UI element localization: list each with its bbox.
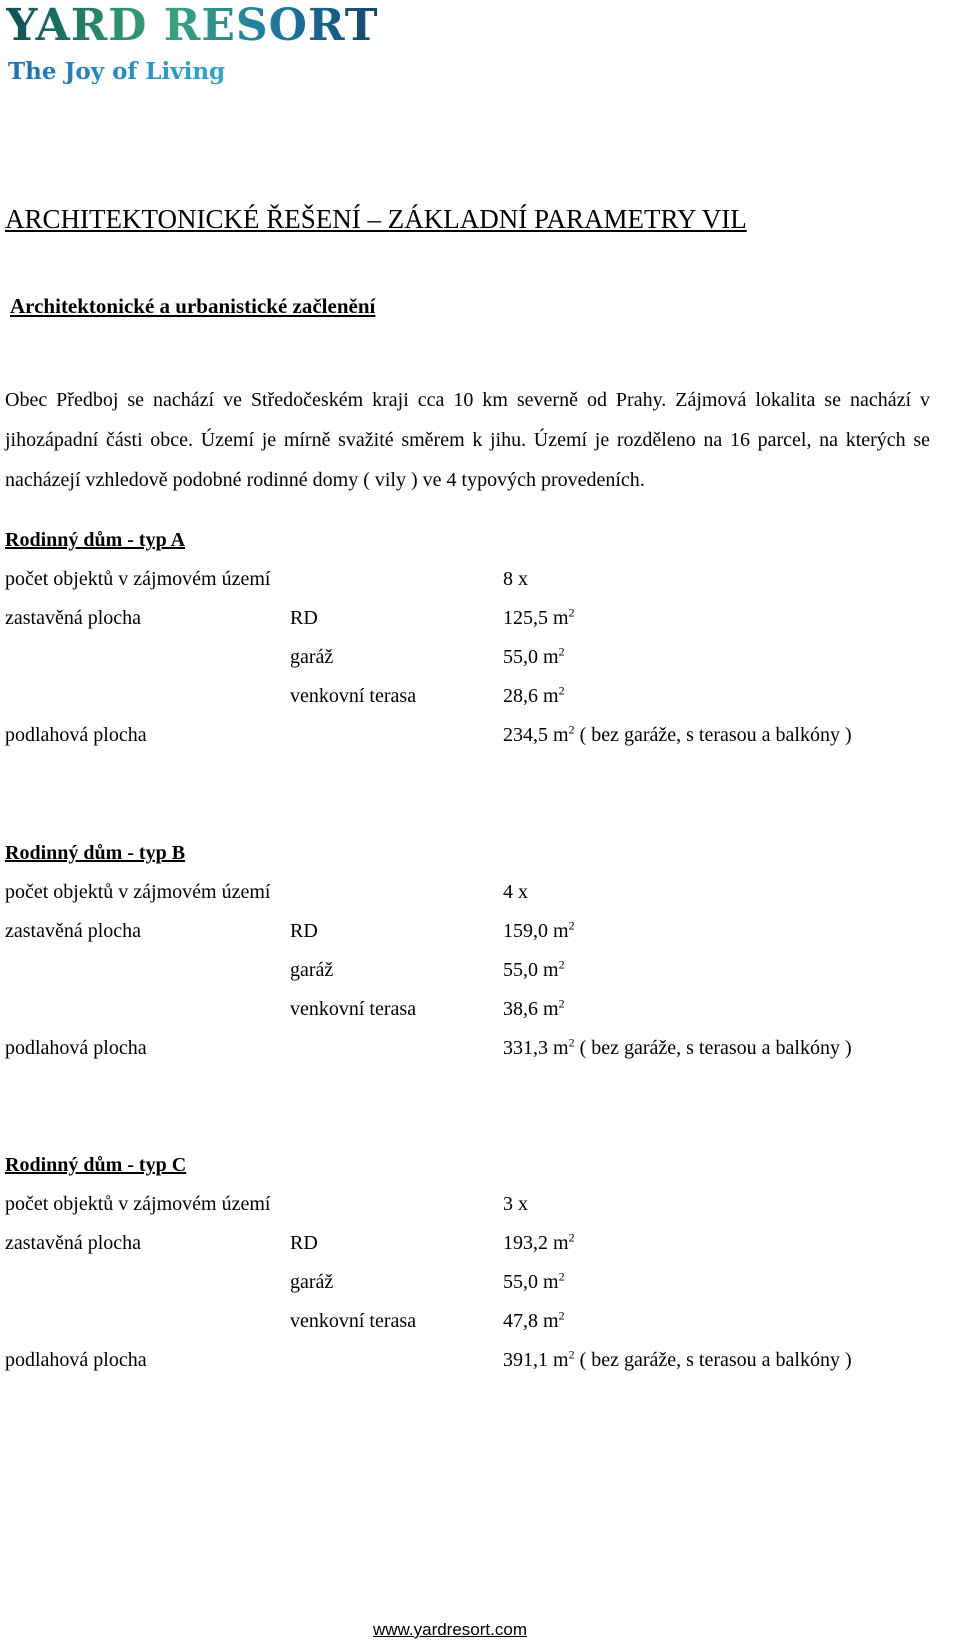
unit: m bbox=[543, 685, 559, 707]
built-area-label: zastavěná plocha bbox=[5, 920, 142, 942]
floor-value: 234,5 bbox=[503, 724, 548, 746]
terrace-value-cell bbox=[503, 684, 565, 708]
rd-value-cell bbox=[503, 606, 575, 630]
rd-value: 125,5 bbox=[503, 607, 548, 629]
floor-value: 331,3 bbox=[503, 1037, 548, 1059]
unit: m bbox=[553, 607, 569, 629]
garage-value-cell bbox=[503, 958, 565, 982]
unit: m bbox=[553, 1232, 569, 1254]
unit-superscript: 2 bbox=[568, 722, 575, 737]
logo-tagline: The Joy of Living bbox=[8, 58, 226, 85]
rd-value: 193,2 bbox=[503, 1232, 548, 1254]
floor-value-cell bbox=[503, 1348, 852, 1372]
house-section-c bbox=[5, 1153, 930, 1383]
terrace-value-cell bbox=[503, 1309, 565, 1333]
unit-superscript: 2 bbox=[558, 644, 565, 659]
unit-superscript: 2 bbox=[568, 1230, 575, 1245]
floor-area-label: podlahová plocha bbox=[5, 1349, 147, 1371]
count-label: počet objektů v zájmovém území bbox=[5, 1193, 271, 1215]
garage-label: garáž bbox=[290, 1271, 334, 1293]
terrace-value: 47,8 bbox=[503, 1310, 538, 1332]
unit: m bbox=[553, 724, 569, 746]
terrace-value-cell bbox=[503, 997, 565, 1021]
floor-value-cell bbox=[503, 723, 852, 747]
terrace-label: venkovní terasa bbox=[290, 685, 417, 707]
website-link[interactable]: www.yardresort.com bbox=[373, 1620, 527, 1639]
count-label: počet objektů v zájmovém území bbox=[5, 568, 271, 590]
footer bbox=[0, 1620, 960, 1640]
garage-label: garáž bbox=[290, 959, 334, 981]
garage-value: 55,0 bbox=[503, 1271, 538, 1293]
garage-label: garáž bbox=[290, 646, 334, 668]
unit: m bbox=[553, 1037, 569, 1059]
intro-paragraph: Obec Předboj se nachází ve Středočeském kraji cca 10 km severně od Prahy. Zájmová lokalita se nachází v jihozápadní části obce. Území je mírně svažité směrem k jihu. Území je rozděleno na 16 parcel, na kterých se nacházejí vzhledově podobné rodinné domy ( vily ) ve 4 typových provedeních. bbox=[5, 389, 930, 491]
house-title: Rodinný dům - typ C bbox=[5, 1154, 187, 1176]
floor-area-label: podlahová plocha bbox=[5, 724, 147, 746]
house-title: Rodinný dům - typ A bbox=[5, 529, 186, 551]
floor-value: 391,1 bbox=[503, 1349, 548, 1371]
unit-superscript: 2 bbox=[558, 1269, 565, 1284]
garage-value-cell bbox=[503, 645, 565, 669]
unit-superscript: 2 bbox=[568, 1035, 575, 1050]
floor-value-cell bbox=[503, 1036, 852, 1060]
rd-label: RD bbox=[290, 607, 318, 629]
terrace-label: venkovní terasa bbox=[290, 998, 417, 1020]
floor-note: ( bez garáže, s terasou a balkóny ) bbox=[574, 724, 852, 746]
garage-value: 55,0 bbox=[503, 646, 538, 668]
unit: m bbox=[553, 1349, 569, 1371]
unit: m bbox=[543, 1310, 559, 1332]
page-title: ARCHITEKTONICKÉ ŘEŠENÍ – ZÁKLADNÍ PARAMETRY VIL bbox=[5, 204, 747, 234]
count-value: 4 x bbox=[503, 881, 528, 903]
unit: m bbox=[543, 959, 559, 981]
count-label: počet objektů v zájmovém území bbox=[5, 881, 271, 903]
unit-superscript: 2 bbox=[568, 605, 575, 620]
rd-label: RD bbox=[290, 1232, 318, 1254]
unit-superscript: 2 bbox=[568, 918, 575, 933]
built-area-label: zastavěná plocha bbox=[5, 1232, 142, 1254]
rd-value: 159,0 bbox=[503, 920, 548, 942]
unit-superscript: 2 bbox=[558, 957, 565, 972]
rd-value-cell bbox=[503, 919, 575, 943]
floor-note: ( bez garáže, s terasou a balkóny ) bbox=[574, 1037, 852, 1059]
terrace-label: venkovní terasa bbox=[290, 1310, 417, 1332]
unit-superscript: 2 bbox=[568, 1347, 575, 1362]
house-section-b bbox=[5, 841, 930, 1071]
built-area-label: zastavěná plocha bbox=[5, 607, 142, 629]
unit: m bbox=[553, 920, 569, 942]
terrace-value: 38,6 bbox=[503, 998, 538, 1020]
rd-value-cell bbox=[503, 1231, 575, 1255]
house-section-a bbox=[5, 528, 930, 758]
floor-note: ( bez garáže, s terasou a balkóny ) bbox=[574, 1349, 852, 1371]
unit-superscript: 2 bbox=[558, 996, 565, 1011]
section-subheading: Architektonické a urbanistické začlenění bbox=[10, 294, 376, 318]
floor-area-label: podlahová plocha bbox=[5, 1037, 147, 1059]
count-value: 8 x bbox=[503, 568, 528, 590]
garage-value-cell bbox=[503, 1270, 565, 1294]
garage-value: 55,0 bbox=[503, 959, 538, 981]
logo-title: YARD RESORT bbox=[6, 0, 379, 51]
unit: m bbox=[543, 646, 559, 668]
unit-superscript: 2 bbox=[558, 1308, 565, 1323]
rd-label: RD bbox=[290, 920, 318, 942]
unit: m bbox=[543, 998, 559, 1020]
count-value: 3 x bbox=[503, 1193, 528, 1215]
unit-superscript: 2 bbox=[558, 683, 565, 698]
terrace-value: 28,6 bbox=[503, 685, 538, 707]
house-title: Rodinný dům - typ B bbox=[5, 842, 186, 864]
unit: m bbox=[543, 1271, 559, 1293]
